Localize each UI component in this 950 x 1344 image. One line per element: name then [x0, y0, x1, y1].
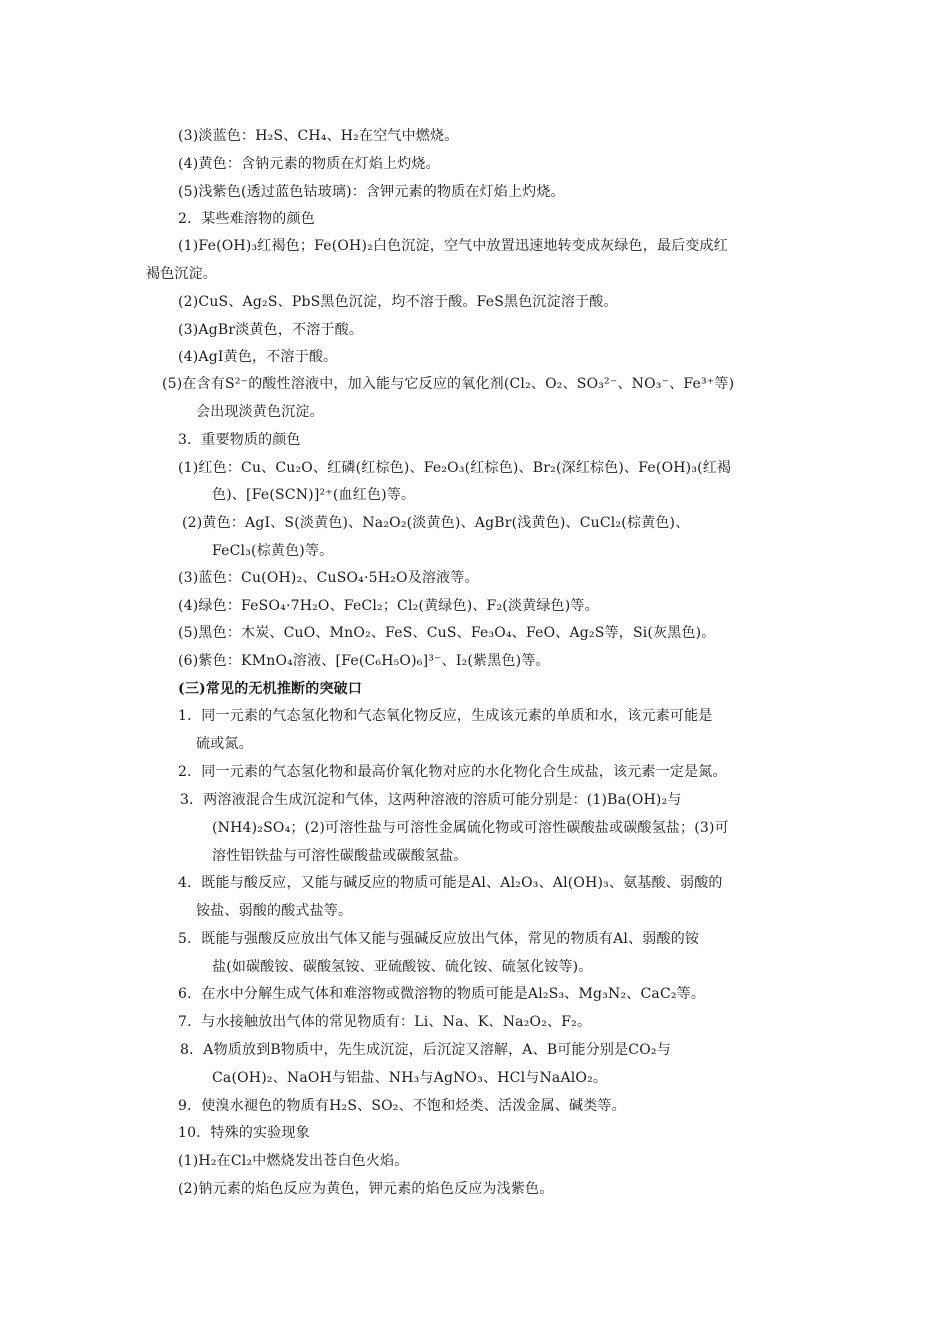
text-line: (3)淡蓝色：H₂S、CH₄、H₂在空气中燃烧。	[178, 128, 459, 144]
text-line: 溶性铝铁盐与可溶性碳酸盐或碳酸氢盐。	[212, 848, 468, 864]
text-line: (5)在含有S²⁻的酸性溶液中，加入能与它反应的氧化剂(Cl₂、O₂、SO₃²⁻、NO₃⁻、Fe³⁺等)	[162, 376, 735, 392]
section-title: (三)常见的无机推断的突破口	[178, 681, 363, 697]
text-line: 6．在水中分解生成气体和难溶物或微溶物的物质可能是Al₂S₃、Mg₃N₂、CaC₂等。	[178, 986, 706, 1002]
text-line: FeCl₃(棕黄色)等。	[212, 543, 334, 559]
section-heading: 2．某些难溶物的颜色	[178, 211, 315, 227]
text-line: (2)黄色：AgI、S(淡黄色)、Na₂O₂(淡黄色)、AgBr(浅黄色)、CuCl₂(棕黄色)、	[182, 515, 690, 531]
text-line: 盐(如碳酸铵、碳酸氢铵、亚硫酸铵、硫化铵、硫氢化铵等)。	[212, 959, 593, 975]
text-line: (6)紫色：KMnO₄溶液、[Fe(C₆H₅O)₆]³⁻、I₂(紫黑色)等。	[178, 653, 550, 669]
text-line: (4)绿色：FeSO₄·7H₂O、FeCl₂；Cl₂(黄绿色)、F₂(淡黄绿色)等。	[178, 598, 599, 614]
section-heading: 3．重要物质的颜色	[178, 432, 301, 448]
text-line: 色)、[Fe(SCN)]²⁺(血红色)等。	[212, 487, 416, 503]
text-line: 会出现淡黄色沉淀。	[196, 404, 324, 420]
text-line: 褐色沉淀。	[146, 266, 217, 282]
text-line: 8．A物质放到B物质中，先生成沉淀，后沉淀又溶解，A、B可能分别是CO₂与	[180, 1042, 671, 1058]
text-line: (4)AgI黄色，不溶于酸。	[178, 349, 338, 365]
text-line: 铵盐、弱酸的酸式盐等。	[196, 903, 353, 919]
text-line: 4．既能与酸反应，又能与碱反应的物质可能是Al、Al₂O₃、Al(OH)₃、氨基酸、弱酸的	[178, 875, 723, 891]
text-line: (1)H₂在Cl₂中燃烧发出苍白色火焰。	[178, 1153, 409, 1169]
text-line: 3．两溶液混合生成沉淀和气体，这两种溶液的溶质可能分别是：(1)Ba(OH)₂与	[180, 792, 682, 808]
section-heading: 10．特殊的实验现象	[178, 1125, 310, 1141]
text-line: (1)红色：Cu、Cu₂O、红磷(红棕色)、Fe₂O₃(红棕色)、Br₂(深红棕色)、Fe(OH)₃(红褐	[178, 460, 732, 476]
text-line: (4)黄色：含钠元素的物质在灯焰上灼烧。	[178, 156, 440, 172]
text-line: 2．同一元素的气态氢化物和最高价氧化物对应的水化物化合生成盐，该元素一定是氮。	[178, 764, 727, 780]
text-line: 9．使溴水褪色的物质有H₂S、SO₂、不饱和烃类、活泼金属、碱类等。	[178, 1098, 626, 1114]
text-line: (5)黑色：木炭、CuO、MnO₂、FeS、CuS、Fe₃O₄、FeO、Ag₂S等，Si(灰黑色)。	[178, 625, 716, 641]
text-line: 1．同一元素的气态氢化物和气态氧化物反应，生成该元素的单质和水，该元素可能是	[178, 708, 713, 724]
text-line: (5)浅紫色(透过蓝色钴玻璃)：含钾元素的物质在灯焰上灼烧。	[178, 184, 565, 200]
text-line: (3)蓝色：Cu(OH)₂、CuSO₄·5H₂O及溶液等。	[178, 570, 479, 586]
text-line: (2)钠元素的焰色反应为黄色，钾元素的焰色反应为浅紫色。	[178, 1181, 554, 1197]
text-line: (3)AgBr淡黄色，不溶于酸。	[178, 322, 364, 338]
text-line: (1)Fe(OH)₃红褐色；Fe(OH)₂白色沉淀，空气中放置迅速地转变成灰绿色，最后变成红	[178, 238, 728, 254]
text-line: 7．与水接触放出气体的常见物质有：Li、Na、K、Na₂O₂、F₂。	[178, 1014, 592, 1030]
text-line: (2)CuS、Ag₂S、PbS黑色沉淀，均不溶于酸。FeS黑色沉淀溶于酸。	[178, 294, 618, 310]
text-line: 硫或氮。	[196, 736, 253, 752]
text-line: 5．既能与强酸反应放出气体又能与强碱反应放出气体，常见的物质有Al、弱酸的铵	[178, 931, 700, 947]
text-line: (NH4)₂SO₄；(2)可溶性盐与可溶性金属硫化物或可溶性碳酸盐或碳酸氢盐；(3)可	[212, 820, 729, 836]
text-line: Ca(OH)₂、NaOH与铝盐、NH₃与AgNO₃、HCl与NaAlO₂。	[212, 1070, 608, 1086]
